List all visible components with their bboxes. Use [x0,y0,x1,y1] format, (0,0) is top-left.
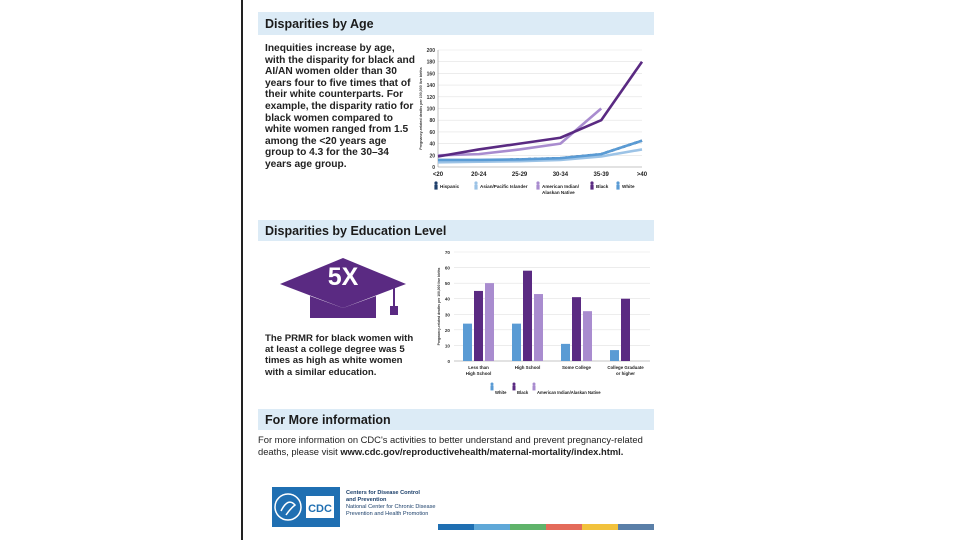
info-text: For more information on CDC's activities to better understand and prevent pregnancy-related deaths, please visit [258,434,643,457]
x-tick-label: 35-39 [593,172,609,178]
y-tick-label: 20 [444,327,450,333]
graduation-cap-icon [276,254,410,324]
x-tick-label: <20 [432,172,444,178]
color-stripe-segment [438,524,474,530]
legend-person-icon [474,181,477,184]
bar [474,291,483,361]
y-axis-label: Pregnancy-related deaths per 100,000 live births [437,267,441,346]
org-line-1: Centers for Disease Control [346,490,420,496]
x-tick-label: College Graduate [607,365,644,370]
y-tick-label: 140 [426,83,435,90]
y-tick-label: 180 [426,59,435,66]
y-tick-label: 160 [426,71,435,78]
age-line-chart [414,40,650,220]
org-line-2: and Prevention [346,497,387,503]
legend-person-icon [536,185,539,190]
page-edge-line [241,0,243,540]
org-line-3: National Center for Chronic Disease [346,504,436,510]
legend-person-icon [513,383,516,386]
bar [561,344,570,361]
legend-person-icon [513,385,516,390]
five-x-label: 5X [327,263,359,291]
legend-person-icon [434,181,437,184]
info-paragraph [258,434,658,458]
color-stripe-segment [618,524,654,530]
legend-label: Black [517,390,529,395]
bar [621,299,630,361]
legend-person-icon [533,383,536,386]
info-section-header [258,409,654,430]
age-description: Inequities increase by age, with the disparity for black and AI/AN women older than 30 years four to five times that of their white counterparts. For example, the disparity ratio for black women compared to white women ranged from 1.5 among the <20 years age group to 4.3 for the 30–34 years age group. [265,43,416,170]
education-section-header [258,220,654,241]
bar [572,297,581,361]
bar [610,350,619,361]
legend-label: Hispanic [440,184,460,189]
y-tick-label: 10 [444,343,450,349]
legend-person-icon [616,181,619,184]
x-tick-label: High School [465,371,492,376]
bar [512,324,521,361]
color-stripe-segment [582,524,618,530]
y-tick-label: 40 [429,141,435,148]
legend-label: Alaskan Native [542,190,575,195]
bar [534,294,543,361]
x-tick-label: Some College [561,365,592,370]
x-tick-label: Less than [468,365,489,370]
legend-person-icon [474,185,477,190]
y-tick-label: 60 [429,129,435,136]
legend-label: American Indian/Alaskan Native [537,390,601,395]
y-tick-label: 70 [444,250,450,255]
legend-person-icon [491,385,494,390]
legend-person-icon [434,185,437,190]
x-tick-label: High School [514,365,541,370]
x-tick-label: 25-29 [511,172,528,178]
age-section-header [258,12,654,35]
x-tick-label: >40 [636,172,648,178]
x-tick-label: 30-34 [552,172,569,178]
age-section-title: Disparities by Age [265,16,374,31]
legend-label: White [622,184,635,189]
bar [583,311,592,361]
info-section-title: For More information [265,412,391,427]
legend-person-icon [536,181,539,184]
y-tick-label: 60 [444,265,450,271]
y-tick-label: 0 [432,165,435,171]
legend-person-icon [590,181,593,184]
info-link[interactable]: www.cdc.gov/reproductivehealth/maternal-mortality/index.html. [340,446,624,457]
y-tick-label: 40 [444,296,450,302]
y-tick-label: 0 [447,359,450,364]
y-tick-label: 20 [429,153,435,160]
y-tick-label: 200 [426,48,435,54]
education-bar-chart [432,244,656,400]
cdc-logo-text: CDC [308,503,332,515]
legend-label: White [495,390,507,395]
legend-person-icon [616,185,619,190]
legend-label: Black [596,184,609,189]
x-tick-label: or higher [615,371,636,376]
series-line [438,62,642,157]
y-tick-label: 80 [429,118,435,125]
education-section-title: Disparities by Education Level [265,223,447,238]
legend-person-icon [533,385,536,390]
legend-person-icon [491,383,494,386]
x-tick-label: 20-24 [471,172,487,178]
education-description: The PRMR for black women with at least a college degree was 5 times as high as white women with a similar education. [265,333,414,378]
legend-person-icon [590,185,593,190]
hhs-cdc-logo [272,487,340,527]
bar [463,324,472,361]
y-axis-label: Pregnancy-related deaths per 100,000 live births [419,67,423,150]
y-tick-label: 100 [426,106,435,113]
org-line-4: Prevention and Health Promotion [346,511,429,517]
organization-name [346,490,436,518]
bar [523,271,532,361]
legend-label: Asian/Pacific Islander [480,184,528,189]
y-tick-label: 120 [426,94,435,101]
color-stripe-segment [546,524,582,530]
color-stripe-segment [474,524,510,530]
color-stripe-segment [510,524,546,530]
bar [485,283,494,361]
y-tick-label: 30 [444,312,450,318]
legend-label: American Indian/ [542,184,580,189]
y-tick-label: 50 [444,281,450,287]
